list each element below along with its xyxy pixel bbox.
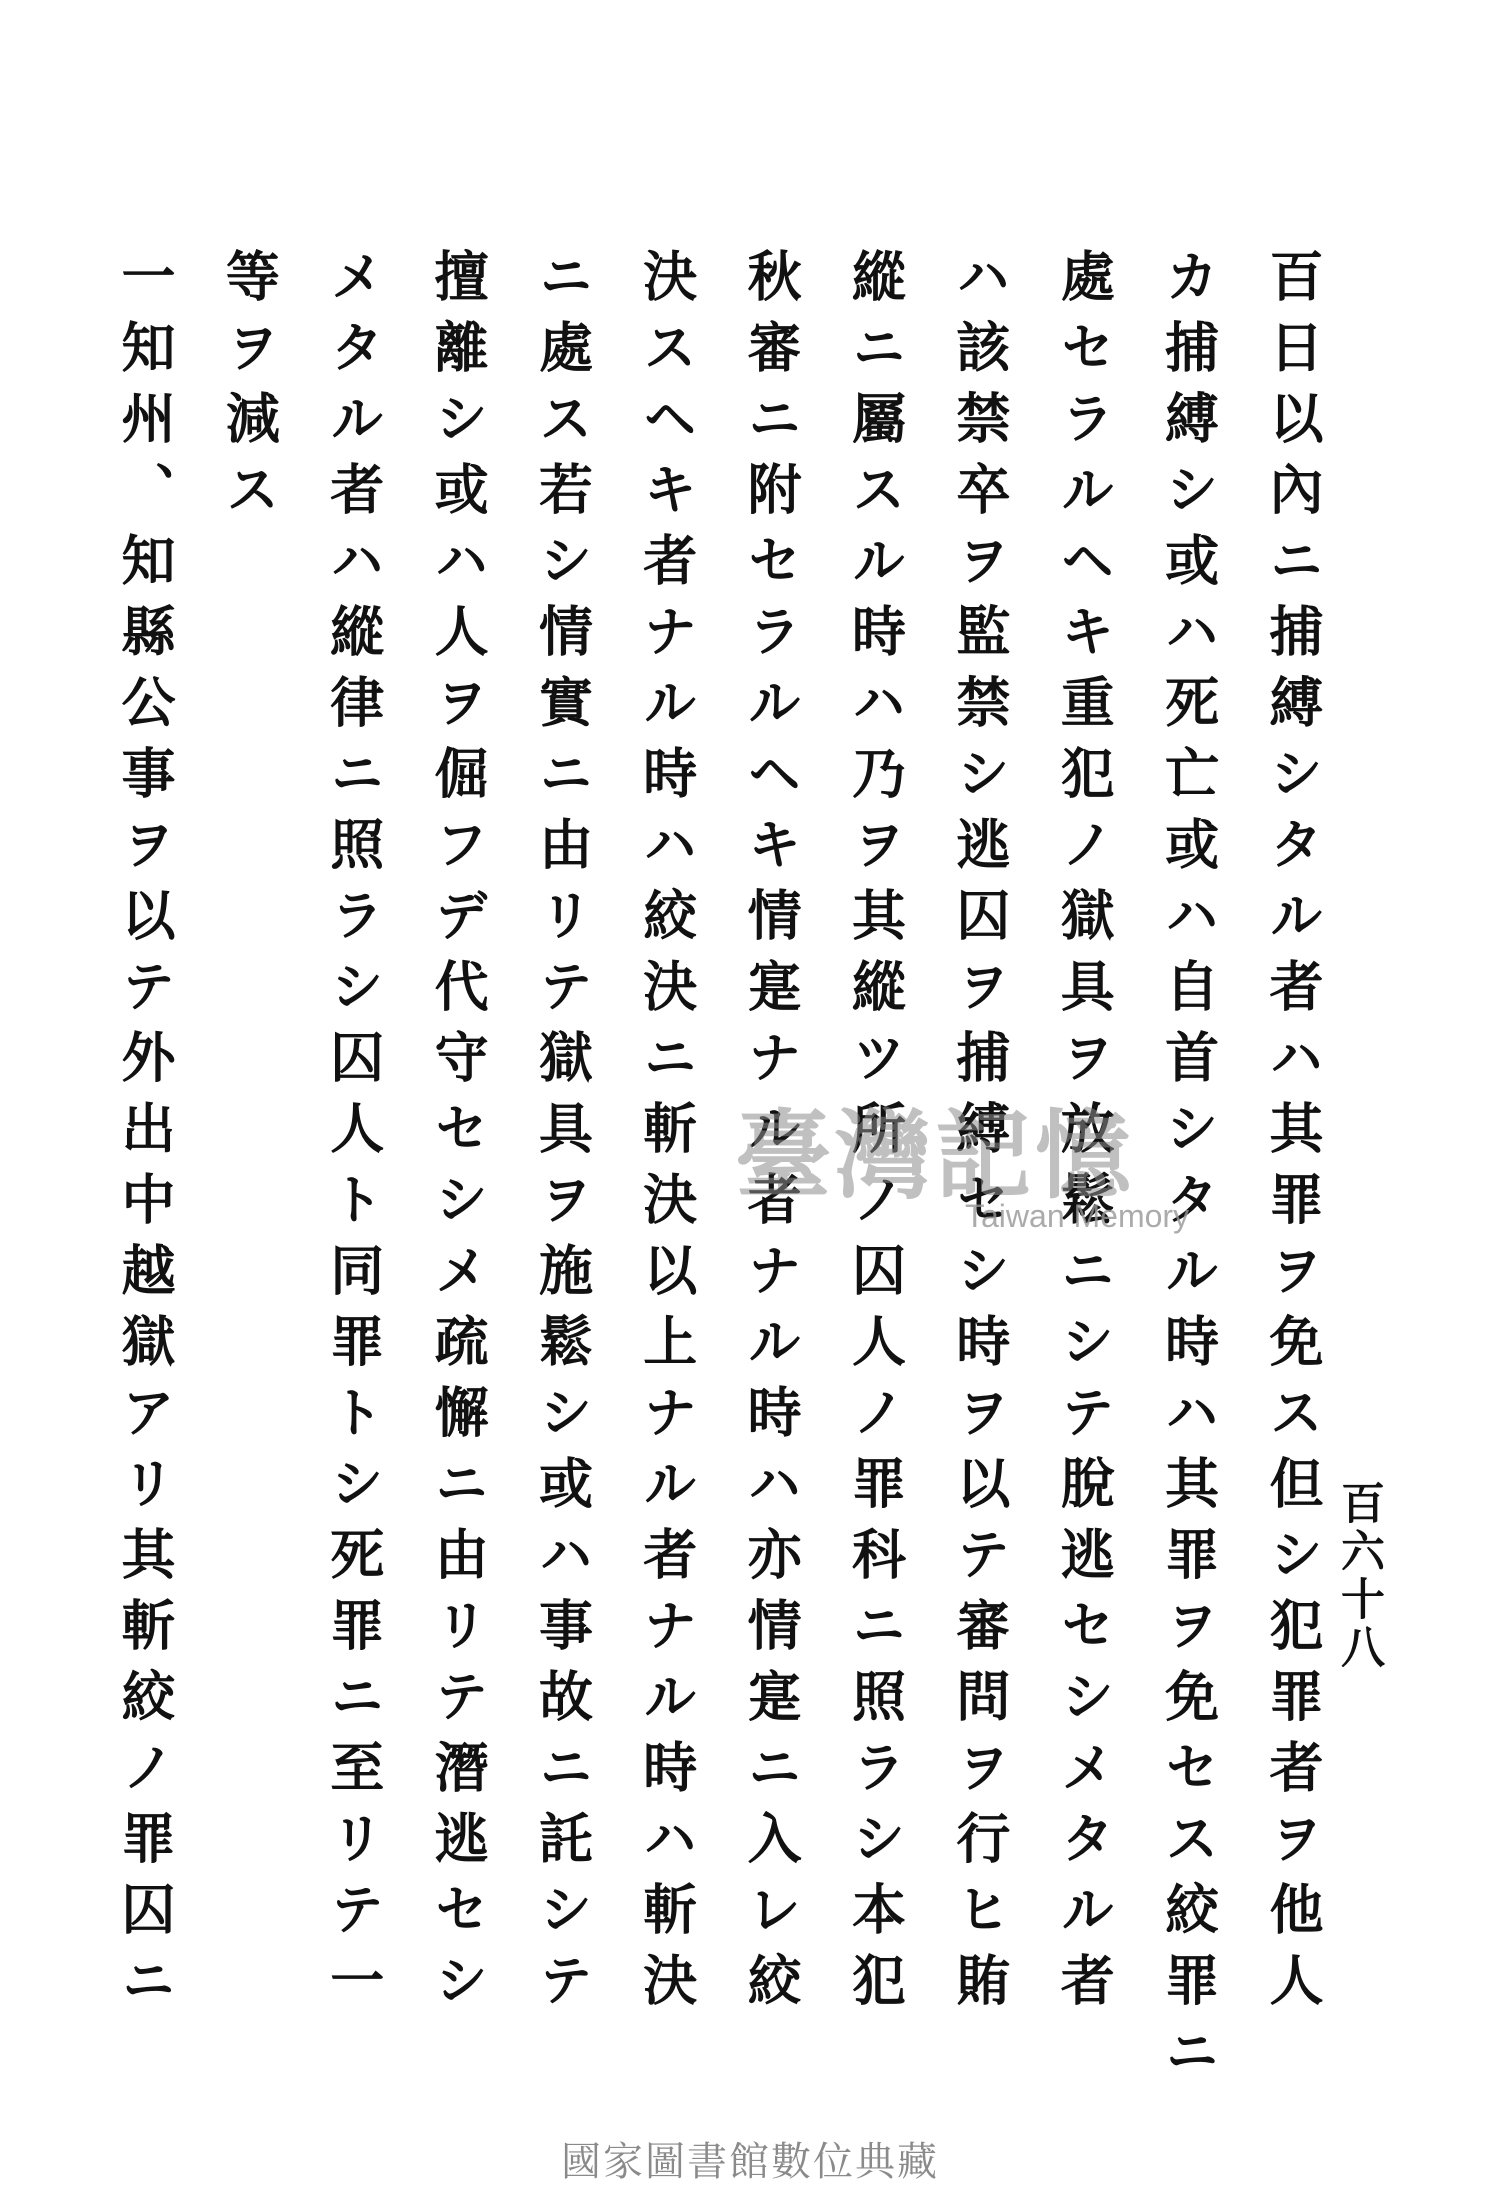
watermark-main-text: 臺灣記憶 bbox=[735, 1100, 1135, 1212]
text-column: ハ該禁卒ヲ監禁シ逃囚ヲ捕縛セシ時ヲ以テ審問ヲ行ヒ賄 bbox=[947, 248, 1012, 2023]
text-column: 秋審ニ附セラルヘキ情寔ナル者ナル時ハ亦情寔ニ入レ絞 bbox=[739, 248, 804, 2023]
text-column: ニ處ス若シ情實ニ由リテ獄具ヲ施鬆シ或ハ事故ニ託シテ bbox=[530, 248, 595, 2023]
text-column: 擅離シ或ハ人ヲ倔フデ代守セシメ疏懈ニ由リテ潛逃セシ bbox=[426, 248, 491, 2023]
text-column: カ捕縛シ或ハ死亡或ハ自首シタル時ハ其罪ヲ免セス絞罪ニ bbox=[1156, 248, 1221, 2094]
vertical-text-block bbox=[100, 248, 1325, 2094]
page-number: 百六十八 bbox=[1333, 1480, 1384, 1672]
text-column: 等ヲ減ス bbox=[217, 248, 282, 532]
text-column: 一知州、知縣公事ヲ以テ外出中越獄アリ其斬絞ノ罪囚ニ bbox=[113, 248, 177, 2023]
text-column: 處セラルヘキ重犯ノ獄具ヲ放鬆ニシテ脫逃セシメタル者 bbox=[1052, 248, 1117, 2023]
footer-credit: 國家圖書館數位典藏 bbox=[561, 2139, 939, 2185]
watermark-sub-text: Taiwan Memory bbox=[965, 1198, 1190, 1234]
text-column: 百日以內ニ捕縛シタル者ハ其罪ヲ免ス但シ犯罪者ヲ他人 bbox=[1260, 248, 1325, 2023]
text-column: 縱ニ屬スル時ハ乃ヲ其縱ツ所ノ囚人ノ罪科ニ照ラシ本犯 bbox=[843, 248, 908, 2023]
text-column: メタル者ハ縱律ニ照ラシ囚人ト同罪トシ死罪ニ至リテ一 bbox=[321, 248, 386, 2023]
text-column: 決スヘキ者ナル時ハ絞決ニ斬決以上ナル者ナル時ハ斬決 bbox=[634, 248, 699, 2023]
